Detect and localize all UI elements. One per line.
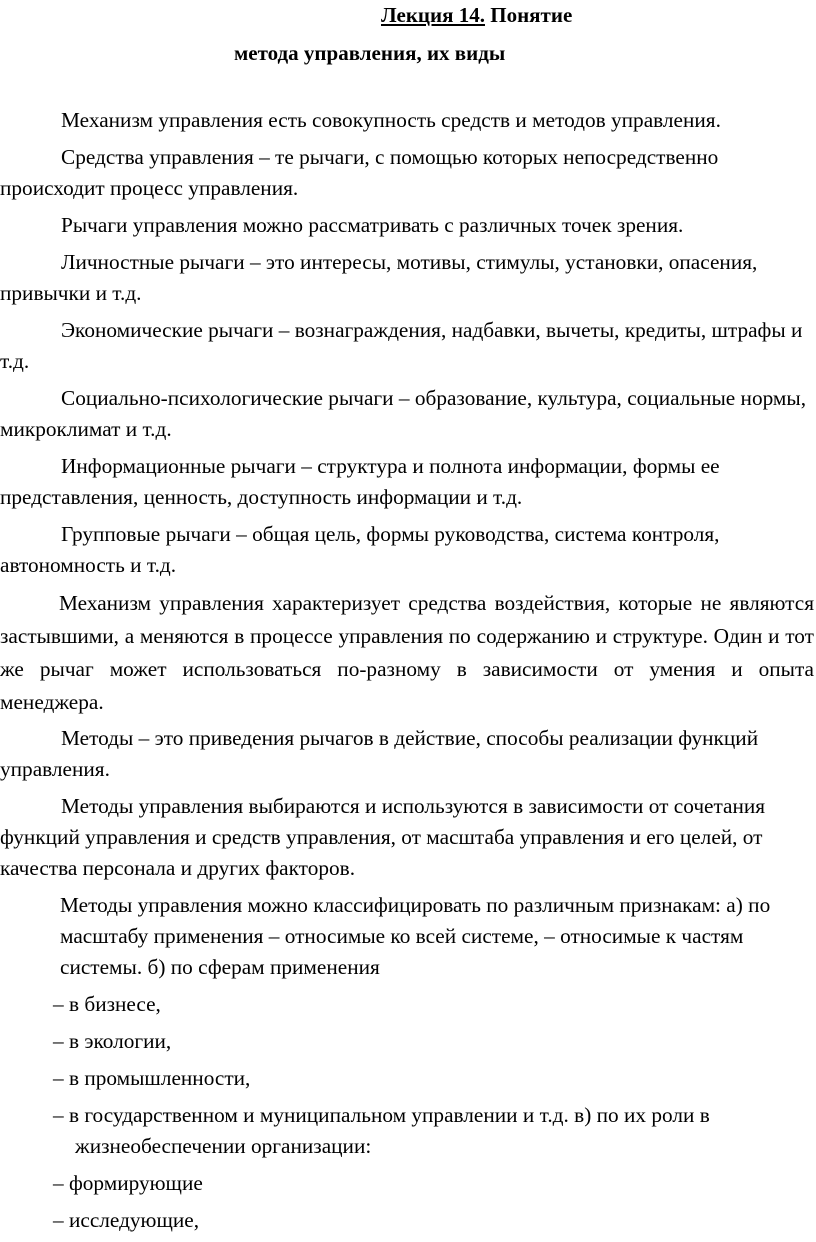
list-item: – в промышленности, — [53, 1066, 251, 1090]
justified-paragraph: Механизм управления характеризует средства воздействия, которые не являются застывшими, а меняются в процессе управления по содержанию и структуре. Один и тот же рычаг может использоваться по-разному в зависимости от умения и опыта менеджера. — [0, 591, 814, 714]
paragraph: Методы управления выбираются и используются в зависимости от сочетания функций управления и средств управления, от масштаба управления и его целей, от качества персонала и других факторов. — [0, 794, 766, 880]
lecture-title-rest: Понятие — [485, 3, 573, 27]
list-item: – исследующие, — [53, 1208, 200, 1232]
list-item: – формирующие — [53, 1171, 203, 1195]
paragraph: Личностные рычаги – это интересы, мотивы, стимулы, установки, опасения, привычки и т.д. — [0, 250, 758, 305]
paragraph: Механизм управления есть совокупность средств и методов управления. — [61, 108, 721, 132]
paragraph: Социально-психологические рычаги – образование, культура, социальные нормы, микроклимат и т.д. — [0, 386, 807, 441]
paragraph: Методы – это приведения рычагов в действие, способы реализации функций управления. — [0, 726, 759, 781]
paragraph: Групповые рычаги – общая цель, формы руководства, система контроля, автономность и т.д. — [0, 522, 720, 577]
lecture-subtitle: метода управления, их виды — [234, 41, 506, 65]
lecture-number: Лекция 14. — [381, 3, 485, 27]
paragraph: Рычаги управления можно рассматривать с различных точек зрения. — [61, 213, 684, 237]
paragraph: Экономические рычаги – вознаграждения, надбавки, вычеты, кредиты, штрафы и т.д. — [0, 318, 803, 373]
paragraph: Средства управления – те рычаги, с помощью которых непосредственно происходит процесс управления. — [0, 145, 719, 200]
paragraph: Информационные рычаги – структура и полнота информации, формы ее представления, ценность, доступность информации и т.д. — [0, 454, 720, 509]
classification-paragraph: Методы управления можно классифицировать по различным признакам: а) по масштабу применения – относимые ко всей системе, – относимые к частям системы. б) по сферам применения — [60, 893, 771, 979]
list-item: – в экологии, — [53, 1029, 172, 1053]
document-body — [0, 105, 814, 1242]
lecture-title — [381, 2, 572, 28]
list-item: – в государственном и муниципальном управлении и т.д. в) по их роли в жизнеобеспечении организации: — [53, 1103, 710, 1158]
list-item: – в бизнесе, — [53, 992, 161, 1016]
